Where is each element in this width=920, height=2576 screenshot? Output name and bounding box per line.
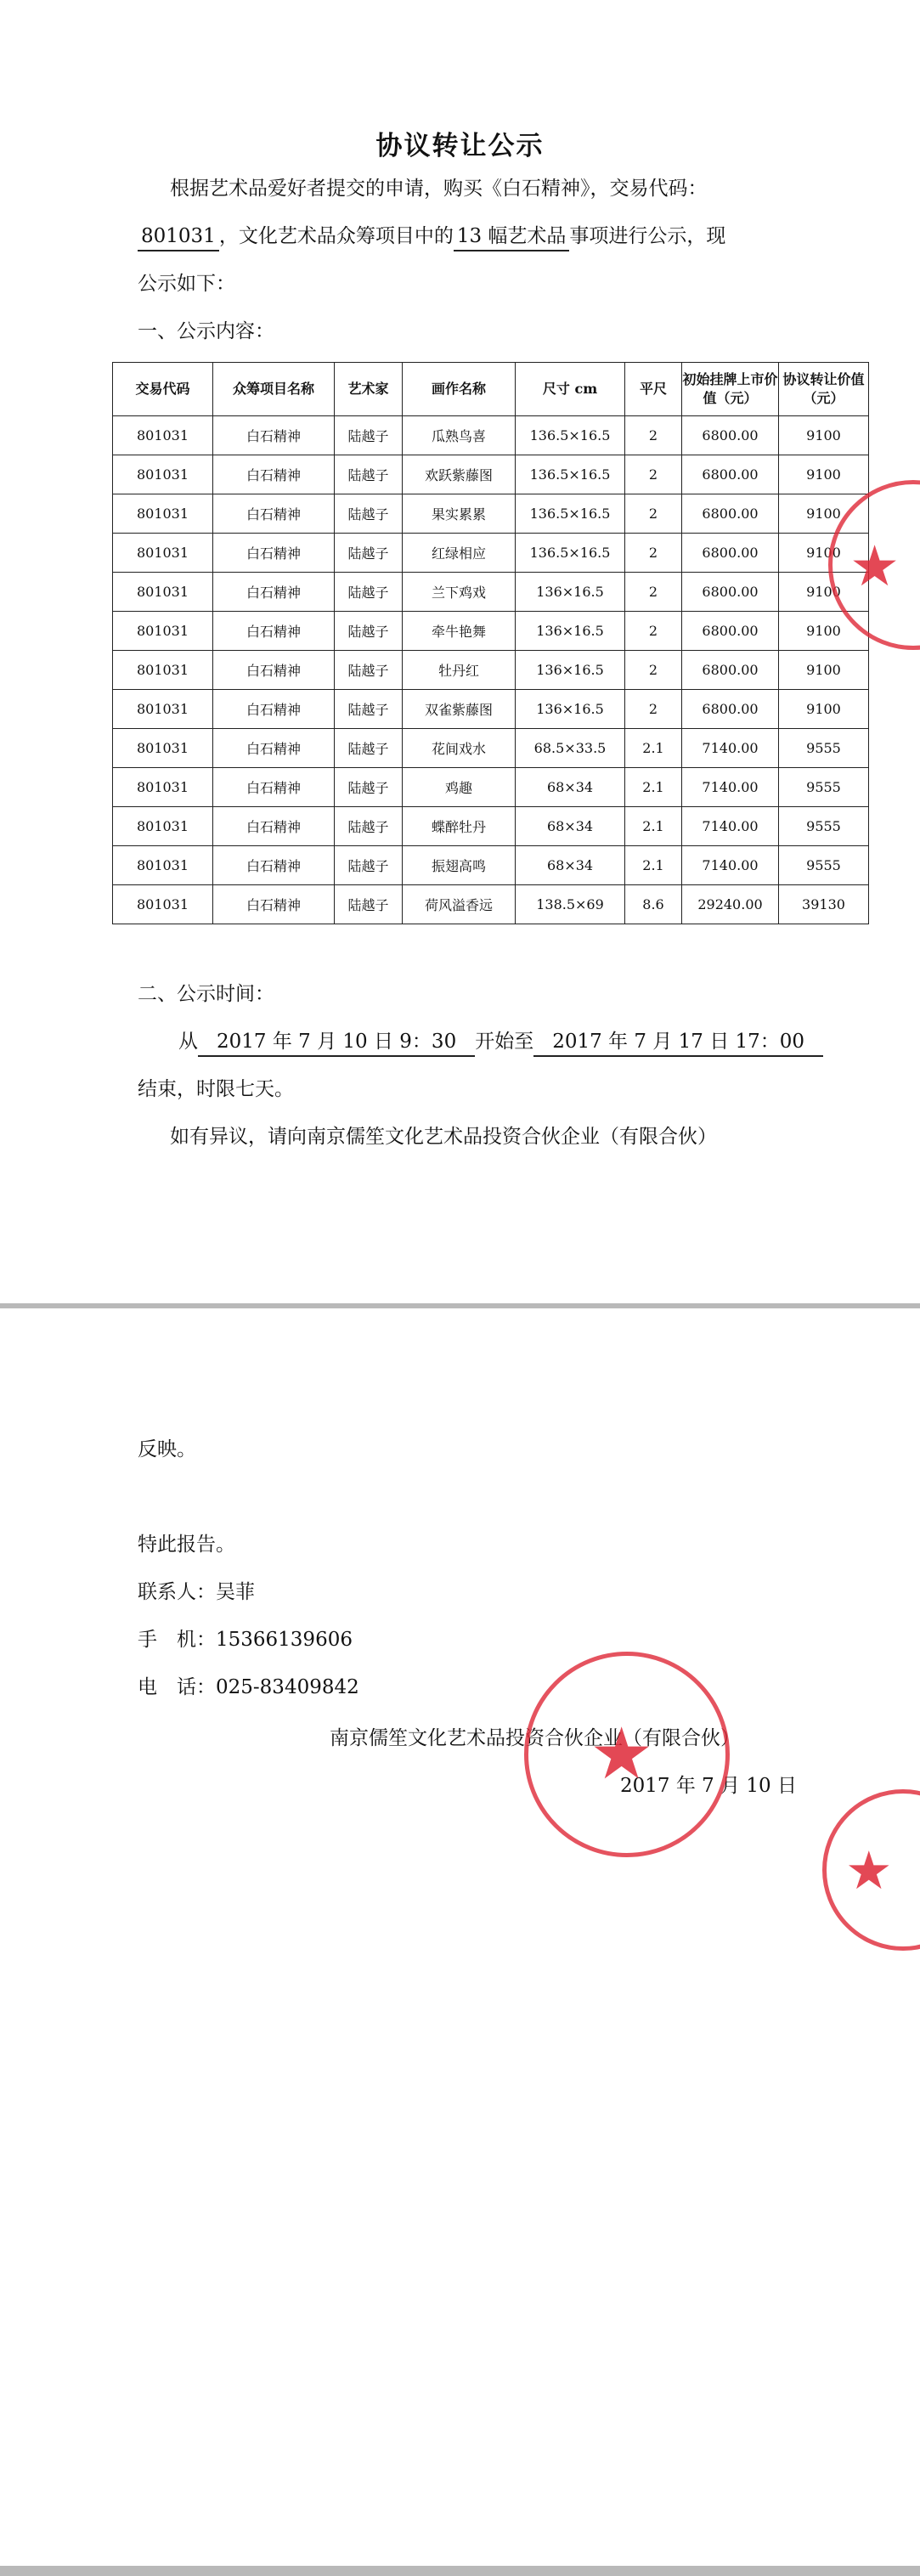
cell-artist: 陆越子 bbox=[335, 807, 403, 846]
cell-project-name: 白石精神 bbox=[213, 846, 335, 885]
cell-painting-name: 果实累累 bbox=[403, 494, 516, 534]
cell-initial-value: 29240.00 bbox=[682, 885, 779, 924]
cell-artist: 陆越子 bbox=[335, 534, 403, 573]
table-row bbox=[113, 807, 869, 846]
cell-square-feet: 2 bbox=[625, 534, 682, 573]
cell-size: 68×34 bbox=[516, 807, 625, 846]
cell-project-name: 白石精神 bbox=[213, 885, 335, 924]
cell-painting-name: 蝶醉牡丹 bbox=[403, 807, 516, 846]
cell-artist: 陆越子 bbox=[335, 455, 403, 494]
table-body bbox=[113, 416, 869, 924]
cell-trade-code: 801031 bbox=[113, 729, 213, 768]
header-square-feet: 平尺 bbox=[625, 363, 682, 416]
cell-painting-name: 瓜熟鸟喜 bbox=[403, 416, 516, 455]
cell-painting-name: 鸡趣 bbox=[403, 768, 516, 807]
cell-painting-name: 兰下鸡戏 bbox=[403, 573, 516, 612]
cell-artist: 陆越子 bbox=[335, 729, 403, 768]
cell-painting-name: 牵牛艳舞 bbox=[403, 612, 516, 651]
cell-square-feet: 2.1 bbox=[625, 729, 682, 768]
time-line bbox=[178, 1028, 823, 1057]
cell-artist: 陆越子 bbox=[335, 690, 403, 729]
mobile-line: 手 机：15366139606 bbox=[138, 1629, 353, 1651]
section-2-heading: 二、公示时间： bbox=[138, 983, 274, 1005]
cell-size: 136×16.5 bbox=[516, 612, 625, 651]
cell-project-name: 白石精神 bbox=[213, 416, 335, 455]
header-trade-code: 交易代码 bbox=[113, 363, 213, 416]
cell-size: 136.5×16.5 bbox=[516, 455, 625, 494]
cell-square-feet: 2 bbox=[625, 690, 682, 729]
cell-project-name: 白石精神 bbox=[213, 651, 335, 690]
cell-artist: 陆越子 bbox=[335, 494, 403, 534]
cell-transfer-value: 9555 bbox=[779, 846, 869, 885]
cell-project-name: 白石精神 bbox=[213, 455, 335, 494]
cell-size: 136.5×16.5 bbox=[516, 534, 625, 573]
table-row bbox=[113, 416, 869, 455]
cell-square-feet: 2 bbox=[625, 573, 682, 612]
cell-initial-value: 6800.00 bbox=[682, 690, 779, 729]
cell-size: 136.5×16.5 bbox=[516, 494, 625, 534]
time-from-label: 从 bbox=[178, 1031, 198, 1053]
cell-trade-code: 801031 bbox=[113, 416, 213, 455]
signature-date: 2017 年 7 月 10 日 bbox=[620, 1775, 797, 1797]
cell-trade-code: 801031 bbox=[113, 612, 213, 651]
document-page-2 bbox=[0, 1308, 920, 2566]
table-header-row bbox=[113, 363, 869, 416]
contact-line: 联系人：吴菲 bbox=[138, 1581, 255, 1603]
intro-line-2-pre: ，文化艺术品众筹项目中的 bbox=[218, 225, 454, 247]
header-project-name: 众筹项目名称 bbox=[213, 363, 335, 416]
cell-painting-name: 荷风溢香远 bbox=[403, 885, 516, 924]
document-title: 协议转让公示 bbox=[375, 131, 545, 161]
red-seal-star-icon: ★ bbox=[849, 534, 900, 599]
table-row bbox=[113, 729, 869, 768]
cell-size: 68×34 bbox=[516, 768, 625, 807]
red-seal-star-icon: ★ bbox=[845, 1839, 893, 1901]
table-row bbox=[113, 768, 869, 807]
cell-initial-value: 6800.00 bbox=[682, 416, 779, 455]
cell-painting-name: 振翅高鸣 bbox=[403, 846, 516, 885]
table-row bbox=[113, 885, 869, 924]
table-row bbox=[113, 612, 869, 651]
artwork-count: 13 幅艺术品 bbox=[454, 223, 570, 251]
cell-square-feet: 2.1 bbox=[625, 768, 682, 807]
cell-size: 68.5×33.5 bbox=[516, 729, 625, 768]
trade-code: 801031 bbox=[138, 223, 219, 251]
cell-transfer-value: 9100 bbox=[779, 651, 869, 690]
intro-line-1: 根据艺术品爱好者提交的申请，购买《白石精神》，交易代码： bbox=[170, 178, 708, 200]
cell-initial-value: 6800.00 bbox=[682, 494, 779, 534]
phone-line: 电 话：025-83409842 bbox=[138, 1676, 359, 1698]
cell-size: 138.5×69 bbox=[516, 885, 625, 924]
cell-project-name: 白石精神 bbox=[213, 573, 335, 612]
cell-square-feet: 2 bbox=[625, 455, 682, 494]
header-artist: 艺术家 bbox=[335, 363, 403, 416]
cell-initial-value: 6800.00 bbox=[682, 534, 779, 573]
cell-initial-value: 7140.00 bbox=[682, 729, 779, 768]
cell-trade-code: 801031 bbox=[113, 690, 213, 729]
intro-line-3: 公示如下： bbox=[138, 273, 235, 295]
cell-artist: 陆越子 bbox=[335, 885, 403, 924]
cell-artist: 陆越子 bbox=[335, 573, 403, 612]
cell-transfer-value: 9555 bbox=[779, 768, 869, 807]
cell-transfer-value: 9100 bbox=[779, 494, 869, 534]
cell-transfer-value: 9100 bbox=[779, 416, 869, 455]
cell-transfer-value: 9555 bbox=[779, 729, 869, 768]
cell-painting-name: 红绿相应 bbox=[403, 534, 516, 573]
cell-project-name: 白石精神 bbox=[213, 807, 335, 846]
cell-trade-code: 801031 bbox=[113, 807, 213, 846]
company-seal-partial-2 bbox=[822, 1789, 920, 1951]
cell-project-name: 白石精神 bbox=[213, 612, 335, 651]
cell-square-feet: 2 bbox=[625, 416, 682, 455]
cell-square-feet: 2 bbox=[625, 612, 682, 651]
cell-transfer-value: 9100 bbox=[779, 573, 869, 612]
cell-size: 136×16.5 bbox=[516, 690, 625, 729]
cell-painting-name: 花间戏水 bbox=[403, 729, 516, 768]
cell-transfer-value: 9100 bbox=[779, 455, 869, 494]
cell-transfer-value: 9100 bbox=[779, 534, 869, 573]
cell-initial-value: 7140.00 bbox=[682, 846, 779, 885]
cell-square-feet: 2 bbox=[625, 651, 682, 690]
cell-artist: 陆越子 bbox=[335, 612, 403, 651]
header-initial-value: 初始挂牌上市价值（元） bbox=[682, 363, 779, 416]
cell-initial-value: 6800.00 bbox=[682, 651, 779, 690]
time-end: 2017 年 7 月 17 日 17：00 bbox=[533, 1028, 823, 1057]
table-row bbox=[113, 573, 869, 612]
cell-project-name: 白石精神 bbox=[213, 494, 335, 534]
section-1-heading: 一、公示内容： bbox=[138, 320, 274, 342]
cell-painting-name: 牡丹红 bbox=[403, 651, 516, 690]
cell-size: 136×16.5 bbox=[516, 651, 625, 690]
cell-square-feet: 8.6 bbox=[625, 885, 682, 924]
time-start: 2017 年 7 月 10 日 9：30 bbox=[198, 1028, 475, 1057]
cell-project-name: 白石精神 bbox=[213, 729, 335, 768]
cell-square-feet: 2 bbox=[625, 494, 682, 534]
cell-initial-value: 7140.00 bbox=[682, 807, 779, 846]
cell-artist: 陆越子 bbox=[335, 768, 403, 807]
cell-size: 136×16.5 bbox=[516, 573, 625, 612]
cell-size: 136.5×16.5 bbox=[516, 416, 625, 455]
cell-project-name: 白石精神 bbox=[213, 690, 335, 729]
cell-transfer-value: 9555 bbox=[779, 807, 869, 846]
cell-square-feet: 2.1 bbox=[625, 846, 682, 885]
cell-trade-code: 801031 bbox=[113, 651, 213, 690]
table-row bbox=[113, 455, 869, 494]
cell-painting-name: 双雀紫藤图 bbox=[403, 690, 516, 729]
table-row bbox=[113, 846, 869, 885]
objection-continued: 反映。 bbox=[138, 1438, 196, 1460]
cell-project-name: 白石精神 bbox=[213, 768, 335, 807]
page-separator-bottom bbox=[0, 2566, 920, 2576]
cell-trade-code: 801031 bbox=[113, 885, 213, 924]
objection-line: 如有异议，请向南京儒笙文化艺术品投资合伙企业（有限合伙） bbox=[170, 1126, 717, 1148]
table-row bbox=[113, 534, 869, 573]
cell-project-name: 白石精神 bbox=[213, 534, 335, 573]
cell-artist: 陆越子 bbox=[335, 651, 403, 690]
time-end-line: 结束，时限七天。 bbox=[138, 1078, 294, 1100]
cell-size: 68×34 bbox=[516, 846, 625, 885]
cell-initial-value: 6800.00 bbox=[682, 455, 779, 494]
cell-painting-name: 欢跃紫藤图 bbox=[403, 455, 516, 494]
cell-trade-code: 801031 bbox=[113, 455, 213, 494]
table-row bbox=[113, 690, 869, 729]
table-row bbox=[113, 651, 869, 690]
table-row bbox=[113, 494, 869, 534]
cell-trade-code: 801031 bbox=[113, 846, 213, 885]
header-size: 尺寸 cm bbox=[516, 363, 625, 416]
time-mid: 开始至 bbox=[475, 1031, 534, 1053]
cell-trade-code: 801031 bbox=[113, 534, 213, 573]
cell-trade-code: 801031 bbox=[113, 573, 213, 612]
company-seal bbox=[524, 1652, 730, 1857]
cell-trade-code: 801031 bbox=[113, 494, 213, 534]
header-transfer-value: 协议转让价值（元） bbox=[779, 363, 869, 416]
cell-trade-code: 801031 bbox=[113, 768, 213, 807]
cell-square-feet: 2.1 bbox=[625, 807, 682, 846]
cell-initial-value: 6800.00 bbox=[682, 612, 779, 651]
organization-name: 南京儒笙文化艺术品投资合伙企业（有限合伙） bbox=[330, 1727, 740, 1749]
report-line: 特此报告。 bbox=[138, 1534, 235, 1556]
header-painting-name: 画作名称 bbox=[403, 363, 516, 416]
cell-initial-value: 6800.00 bbox=[682, 573, 779, 612]
red-seal-star-icon: ★ bbox=[590, 1712, 654, 1795]
cell-transfer-value: 9100 bbox=[779, 612, 869, 651]
intro-line-2-post: 事项进行公示，现 bbox=[569, 225, 726, 247]
artwork-table bbox=[112, 362, 869, 924]
intro-line-2 bbox=[138, 223, 725, 251]
cell-artist: 陆越子 bbox=[335, 416, 403, 455]
cell-transfer-value: 39130 bbox=[779, 885, 869, 924]
cell-artist: 陆越子 bbox=[335, 846, 403, 885]
cell-transfer-value: 9100 bbox=[779, 690, 869, 729]
cell-initial-value: 7140.00 bbox=[682, 768, 779, 807]
